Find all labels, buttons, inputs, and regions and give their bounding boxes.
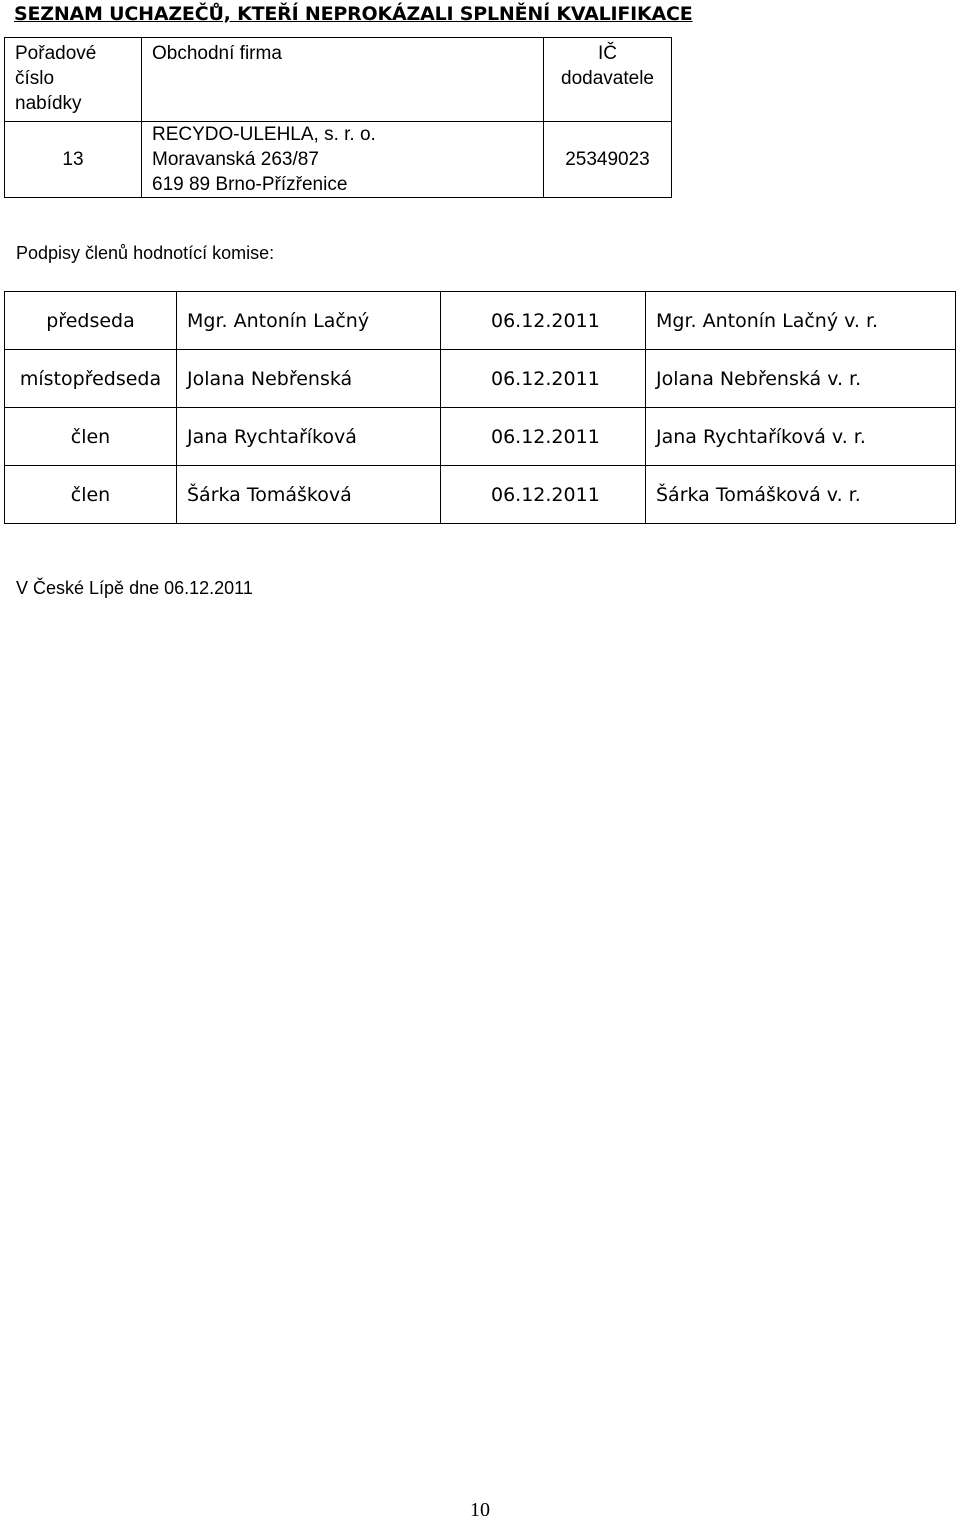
candidate-company [142, 122, 544, 198]
table-row [5, 350, 956, 408]
candidate-ic: 25349023 [544, 122, 672, 198]
table-row [5, 122, 672, 198]
table-row [5, 466, 956, 524]
member-role: člen [5, 466, 177, 524]
header-ic-line1: IČ [598, 43, 617, 64]
page-number: 10 [470, 1499, 490, 1521]
member-date: 06.12.2011 [441, 466, 646, 524]
header-company-label: Obchodní firma [152, 43, 282, 64]
member-name: Mgr. Antonín Lačný [177, 292, 441, 350]
place-and-date: V České Lípě dne 06.12.2011 [16, 578, 253, 598]
member-signature: Mgr. Antonín Lačný v. r. [646, 292, 956, 350]
header-order-number [5, 38, 142, 122]
member-role: místopředseda [5, 350, 177, 408]
candidate-company-name: RECYDO-ULEHLA, s. r. o. [152, 124, 376, 145]
member-signature: Šárka Tomášková v. r. [646, 466, 956, 524]
table-row [5, 292, 956, 350]
candidate-order-number: 13 [5, 122, 142, 198]
candidate-street: Moravanská 263/87 [152, 149, 319, 170]
member-date: 06.12.2011 [441, 408, 646, 466]
header-order-line1: Pořadové [15, 43, 97, 64]
member-name: Jolana Nebřenská [177, 350, 441, 408]
member-name: Šárka Tomášková [177, 466, 441, 524]
candidate-city: 619 89 Brno-Přízřenice [152, 174, 348, 195]
header-ic [544, 38, 672, 122]
member-signature: Jana Rychtaříková v. r. [646, 408, 956, 466]
member-role: člen [5, 408, 177, 466]
header-ic-line2: dodavatele [561, 68, 654, 89]
candidates-header-row [5, 38, 672, 122]
member-role: předseda [5, 292, 177, 350]
header-company [142, 38, 544, 122]
candidates-table [4, 37, 672, 198]
signatures-table [4, 291, 956, 524]
member-name: Jana Rychtaříková [177, 408, 441, 466]
document-title: SEZNAM UCHAZEČŮ, KTEŘÍ NEPROKÁZALI SPLNĚNÍ KVALIFIKACE [14, 3, 693, 25]
member-date: 06.12.2011 [441, 292, 646, 350]
header-order-line2: číslo [15, 68, 55, 89]
header-order-line3: nabídky [15, 93, 82, 114]
signatures-heading: Podpisy členů hodnotící komise: [16, 243, 275, 263]
member-signature: Jolana Nebřenská v. r. [646, 350, 956, 408]
table-row [5, 408, 956, 466]
member-date: 06.12.2011 [441, 350, 646, 408]
